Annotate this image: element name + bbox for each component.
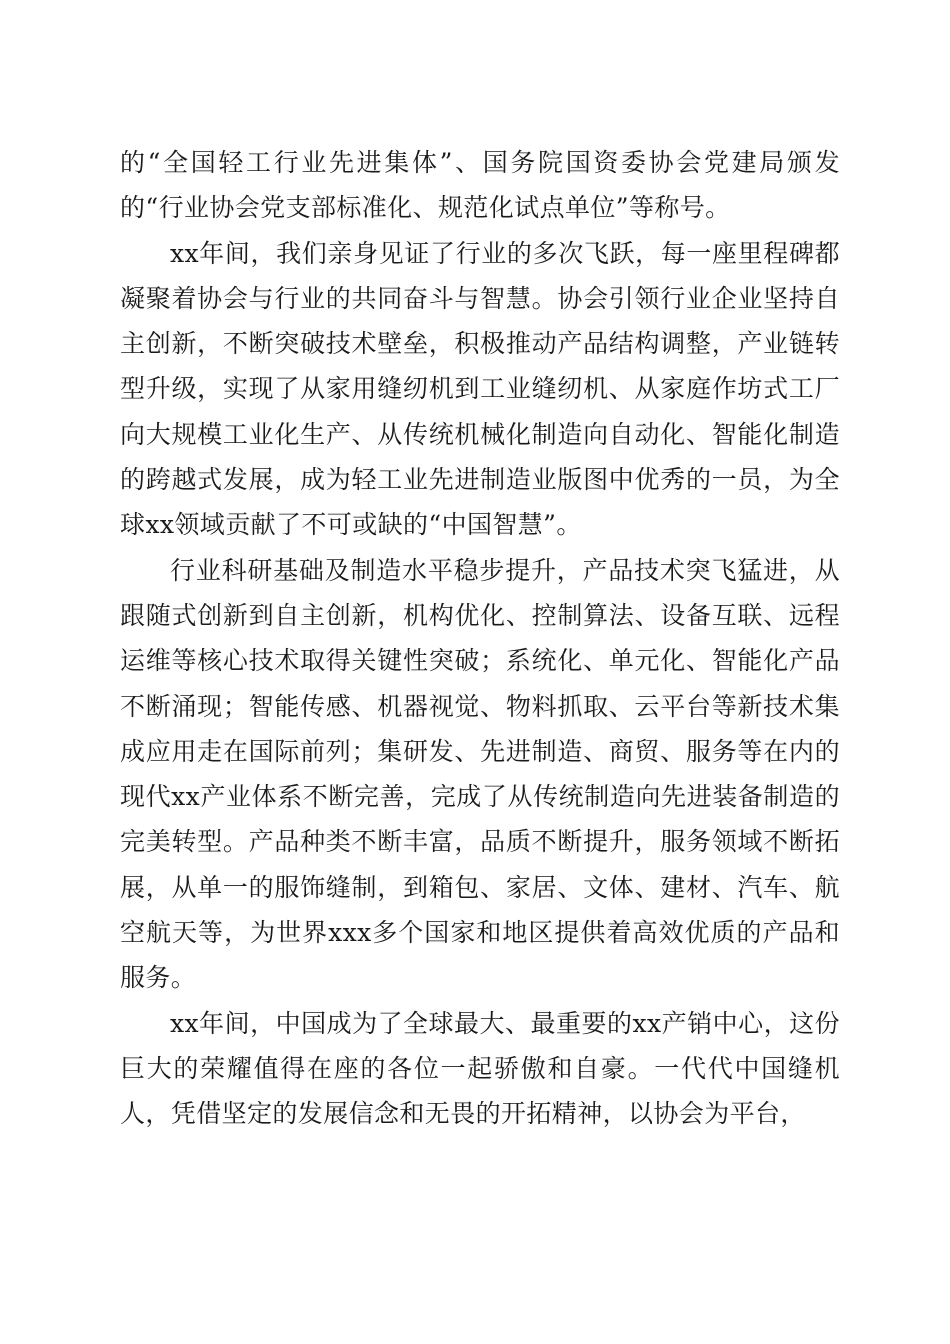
paragraph-2: xx年间，我们亲身见证了行业的多次飞跃，每一座里程碑都凝聚着协会与行业的共同奋斗与智慧。协会引领行业企业坚持自主创新，不断突破技术壁垒，积极推动产品结构调整，产业链转型升级，实现了从家用缝纫机到工业缝纫机、从家庭作坊式工厂向大规模工业化生产、从传统机械化制造向自动化、智能化制造的跨越式发展，成为轻工业先进制造业版图中优秀的一员，为全球xx领域贡献了不可或缺的“中国智慧”。 (120, 238, 840, 540)
paragraph-4: xx年间，中国成为了全球最大、最重要的xx产销中心，这份巨大的荣耀值得在座的各位一起骄傲和自豪。一代代中国缝机人，凭借坚定的发展信念和无畏的开拓精神，以协会为平台， (120, 1008, 840, 1129)
paragraph-3: 行业科研基础及制造水平稳步提升，产品技术突飞猛进，从跟随式创新到自主创新，机构优化、控制算法、设备互联、远程运维等核心技术取得关键性突破；系统化、单元化、智能化产品不断涌现；智能传感、机器视觉、物料抓取、云平台等新技术集成应用走在国际前列；集研发、先进制造、商贸、服务等在内的现代xx产业体系不断完善，完成了从传统制造向先进装备制造的完美转型。产品种类不断丰富，品质不断提升，服务领域不断拓展，从单一的服饰缝制，到箱包、家居、文体、建材、汽车、航空航天等，为世界xxx多个国家和地区提供着高效优质的产品和服务。 (120, 555, 840, 993)
paragraph-1: 的“全国轻工行业先进集体”、国务院国资委协会党建局颁发的“行业协会党支部标准化、规范化试点单位”等称号。 (120, 148, 840, 223)
document-body (120, 140, 840, 1137)
